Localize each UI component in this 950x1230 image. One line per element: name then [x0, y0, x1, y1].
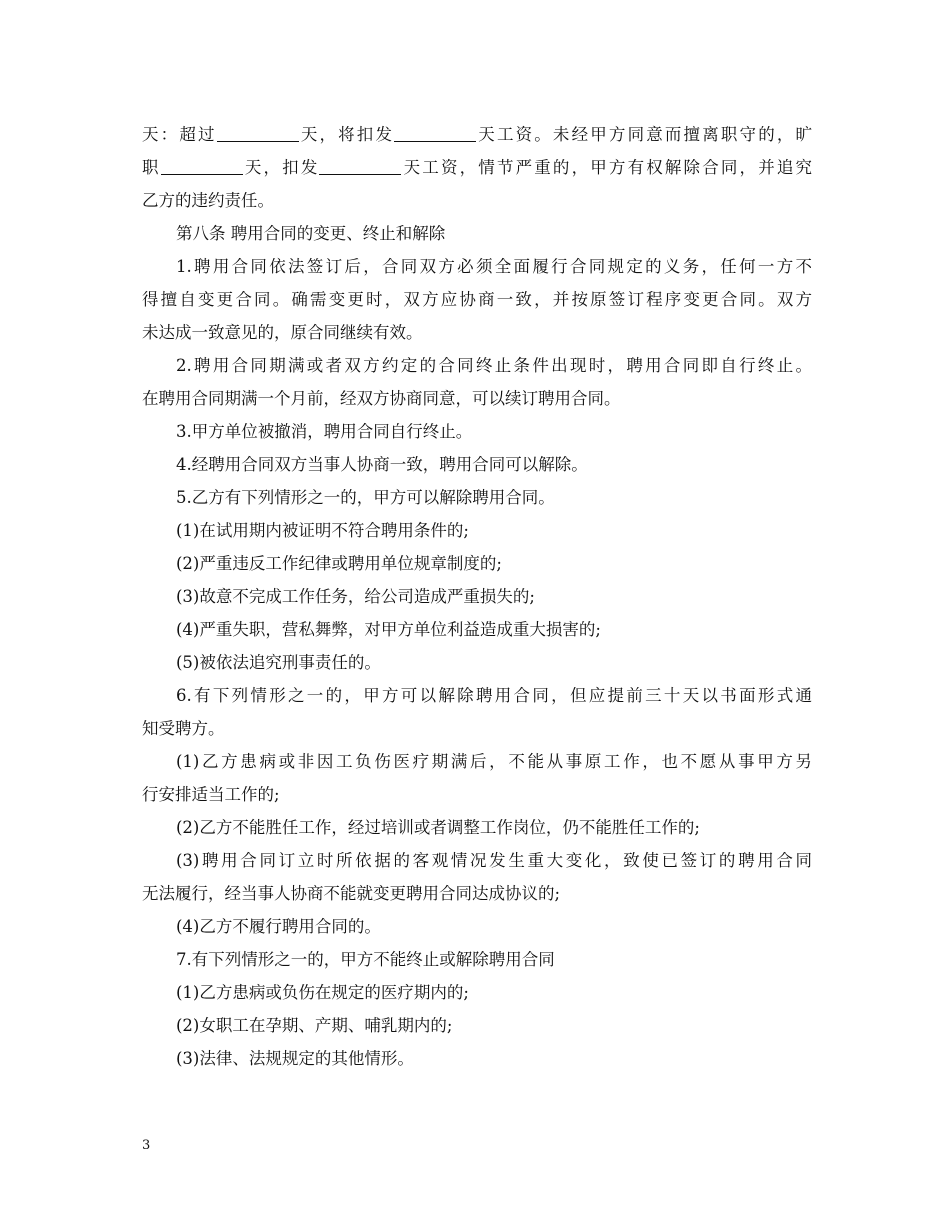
paragraph-line: 1.聘用合同依法签订后，合同双方必须全面履行合同规定的义务，任何一方不: [176, 257, 812, 276]
paragraph-line: 2.聘用合同期满或者双方约定的合同终止条件出现时，聘用合同即自行终止。: [176, 356, 812, 375]
text-segment: 天：超过: [142, 125, 217, 144]
fill-in-blank: [319, 156, 401, 175]
list-item: (3)故意不完成工作任务，给公司造成严重损失的;: [176, 587, 535, 606]
text-segment: 天，扣发: [242, 158, 320, 177]
document-body: [142, 118, 812, 1075]
fill-in-blank: [161, 156, 243, 175]
text-segment: 天，将扣发: [298, 125, 395, 144]
list-item: (3)法律、法规规定的其他情形。: [176, 1049, 414, 1068]
list-item: (1)在试用期内被证明不符合聘用条件的;: [176, 521, 469, 540]
paragraph-line: 知受聘方。: [142, 719, 225, 738]
text-segment: 天工资，情节严重的，甲方有权解除合同，并追究: [401, 158, 812, 177]
list-item: (3)聘用合同订立时所依据的客观情况发生重大变化，致使已签订的聘用合同: [176, 851, 812, 870]
text-segment: 职: [142, 158, 161, 177]
list-item: (4)乙方不履行聘用合同的。: [176, 917, 381, 936]
section-heading: 第八条 聘用合同的变更、终止和解除: [176, 224, 446, 243]
list-item: (1)乙方患病或非因工负伤医疗期满后，不能从事原工作，也不愿从事甲方另: [176, 752, 812, 771]
list-item: (1)乙方患病或负伤在规定的医疗期内的;: [176, 983, 469, 1002]
list-item-continuation: 行安排适当工作的;: [142, 785, 280, 804]
paragraph-line: 乙方的违约责任。: [142, 191, 274, 210]
list-item: (5)被依法追究刑事责任的。: [176, 653, 381, 672]
list-item: (2)严重违反工作纪律或聘用单位规章制度的;: [176, 554, 502, 573]
paragraph-line: 在聘用合同期满一个月前，经双方协商同意，可以续订聘用合同。: [142, 389, 621, 408]
page-number: 3: [142, 1138, 151, 1153]
paragraph-line: 3.甲方单位被撤消，聘用合同自行终止。: [176, 422, 473, 441]
fill-in-blank: [217, 123, 299, 142]
paragraph-line: 7.有下列情形之一的，甲方不能终止或解除聘用合同: [176, 950, 555, 969]
list-item: (2)女职工在孕期、产期、哺乳期内的;: [176, 1016, 453, 1035]
fill-in-blank: [394, 123, 476, 142]
list-item: (2)乙方不能胜任工作，经过培训或者调整工作岗位，仍不能胜任工作的;: [176, 818, 700, 837]
paragraph-line: [142, 151, 812, 184]
text-segment: 天工资。未经甲方同意而擅离职守的，旷: [476, 125, 812, 144]
list-item-continuation: 无法履行，经当事人协商不能就变更聘用合同达成协议的;: [142, 884, 561, 903]
paragraph-line: 得擅自变更合同。确需变更时，双方应协商一致，并按原签订程序变更合同。双方: [142, 290, 812, 309]
paragraph-line: 未达成一致意见的，原合同继续有效。: [142, 323, 423, 342]
paragraph-line: 5.乙方有下列情形之一的，甲方可以解除聘用合同。: [176, 488, 555, 507]
paragraph-line: 4.经聘用合同双方当事人协商一致，聘用合同可以解除。: [176, 455, 588, 474]
list-item: (4)严重失职，营私舞弊，对甲方单位利益造成重大损害的;: [176, 620, 601, 639]
paragraph-line: 6.有下列情形之一的，甲方可以解除聘用合同，但应提前三十天以书面形式通: [176, 686, 812, 705]
paragraph-line: [142, 118, 812, 151]
